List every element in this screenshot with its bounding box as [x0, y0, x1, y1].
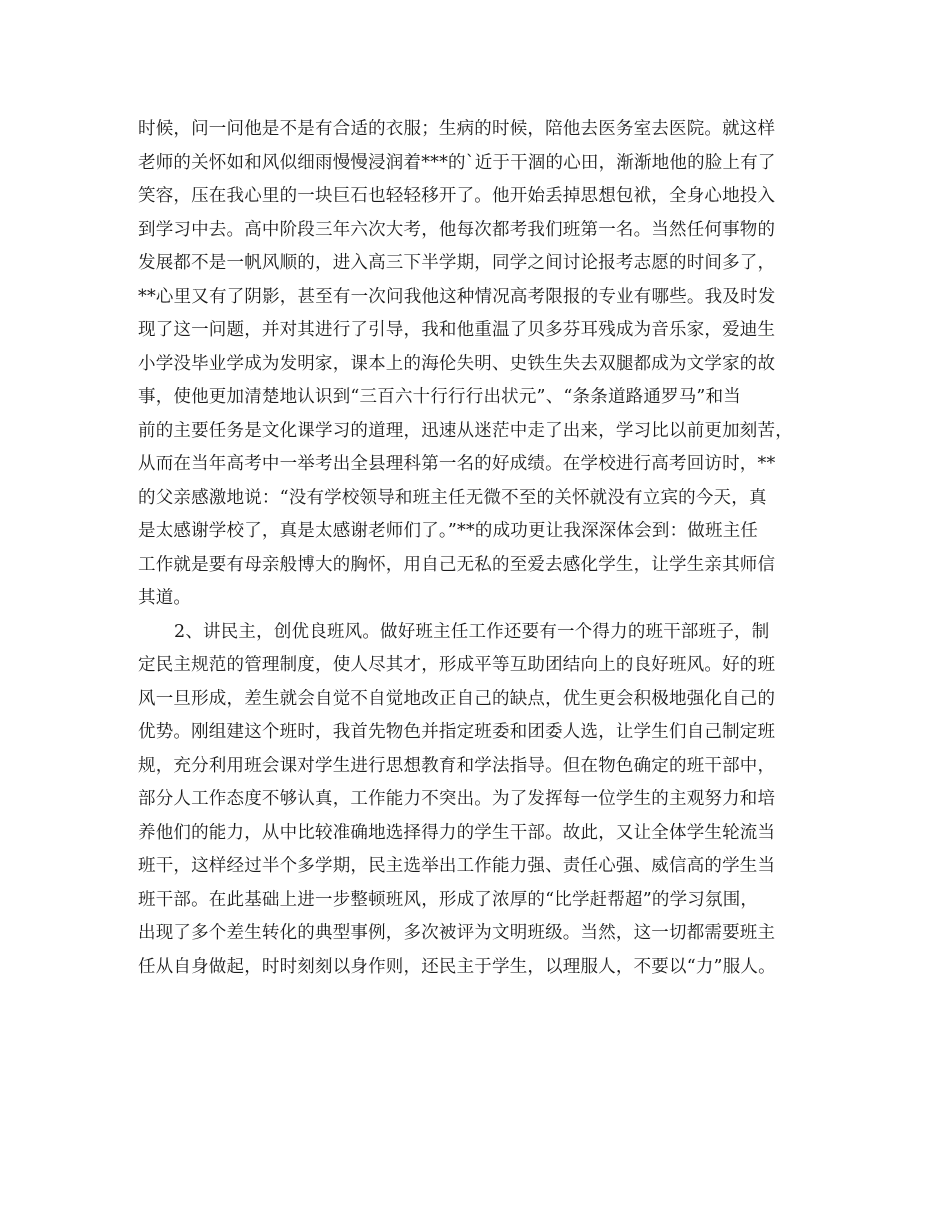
text-line: 2、讲民主，创优良班风。做好班主任工作还要有一个得力的班干部班子，制 — [174, 621, 770, 642]
body-text — [138, 113, 828, 984]
paragraph-2 — [138, 616, 828, 985]
text-line: 规，充分利用班会课对学生进行思想教育和学法指导。但在物色确定的班干部中， — [138, 755, 776, 776]
text-line: 发展都不是一帆风顺的，进入高三下半学期，同学之间讨论报考志愿的时间多了， — [138, 253, 776, 273]
text-line: 小学没毕业学成为发明家，课本上的海伦失明、史铁生失去双腿都成为文学家的故 — [138, 353, 776, 374]
text-line: 是太感谢学校了，真是太感谢老师们了。”**的成功更让我深深体会到：做班主任 — [138, 521, 759, 541]
text-line: 从而在当年高考中一举考出全县理科第一名的好成绩。在学校进行高考回访时，** — [138, 454, 776, 474]
text-line: 现了这一问题，并对其进行了引导，我和他重温了贝多芬耳残成为音乐家，爱迪生 — [138, 320, 776, 340]
text-line: 时候，问一问他是不是有合适的衣服；生病的时候，陪他去医务室去医院。就这样 — [138, 119, 776, 139]
text-line: 部分人工作态度不够认真，工作能力不突出。为了发挥每一位学生的主观努力和培 — [138, 789, 776, 809]
text-line: 笑容，压在我心里的一块巨石也轻轻移开了。他开始丢掉思想包袱，全身心地投入 — [138, 186, 776, 206]
text-line: 班干，这样经过半个多学期，民主选举出工作能力强、责任心强、威信高的学生当 — [138, 856, 776, 876]
text-line: 风一旦形成，差生就会自觉不自觉地改正自己的缺点，优生更会积极地强化自己的 — [138, 688, 776, 709]
text-line: **心里又有了阴影，甚至有一次问我他这种情况高考限报的专业有哪些。我及时发 — [138, 286, 776, 307]
text-line: 出现了多个差生转化的典型事例，多次被评为文明班级。当然，这一切都需要班主 — [138, 923, 776, 943]
text-line: 老师的关怀如和风似细雨慢慢浸润着***的`近于干涸的心田，渐渐地他的脸上有了 — [138, 152, 776, 173]
text-line: 其道。 — [138, 588, 192, 608]
text-line: 工作就是要有母亲般博大的胸怀，用自己无私的至爱去感化学生，让学生亲其师信 — [138, 554, 776, 575]
text-line: 养他们的能力，从中比较准确地选择得力的学生干部。故此，又让全体学生轮流当 — [138, 822, 776, 843]
text-line: 任从自身做起，时时刻刻以身作则，还民主于学生，以理服人，不要以“力”服人。 — [138, 956, 776, 977]
text-line: 班干部。在此基础上进一步整顿班风，形成了浓厚的“比学赶帮超”的学习氛围， — [138, 889, 759, 910]
text-line: 前的主要任务是文化课学习的道理，迅速从迷茫中走了出来，学习比以前更加刻苦， — [138, 420, 793, 441]
text-line: 定民主规范的管理制度，使人尽其才，形成平等互助团结向上的良好班风。好的班 — [138, 655, 776, 675]
text-line: 事，使他更加清楚地认识到“三百六十行行行出状元”、“条条道路通罗马”和当 — [138, 387, 741, 407]
text-line: 优势。刚组建这个班时，我首先物色并指定班委和团委人选，让学生们自己制定班 — [138, 722, 776, 742]
text-line: 的父亲感激地说：“没有学校领导和班主任无微不至的关怀就没有立宾的今天，真 — [138, 487, 767, 508]
text-line: 到学习中去。高中阶段三年六次大考，他每次都考我们班第一名。当然任何事物的 — [138, 219, 776, 240]
paragraph-1 — [138, 113, 828, 616]
